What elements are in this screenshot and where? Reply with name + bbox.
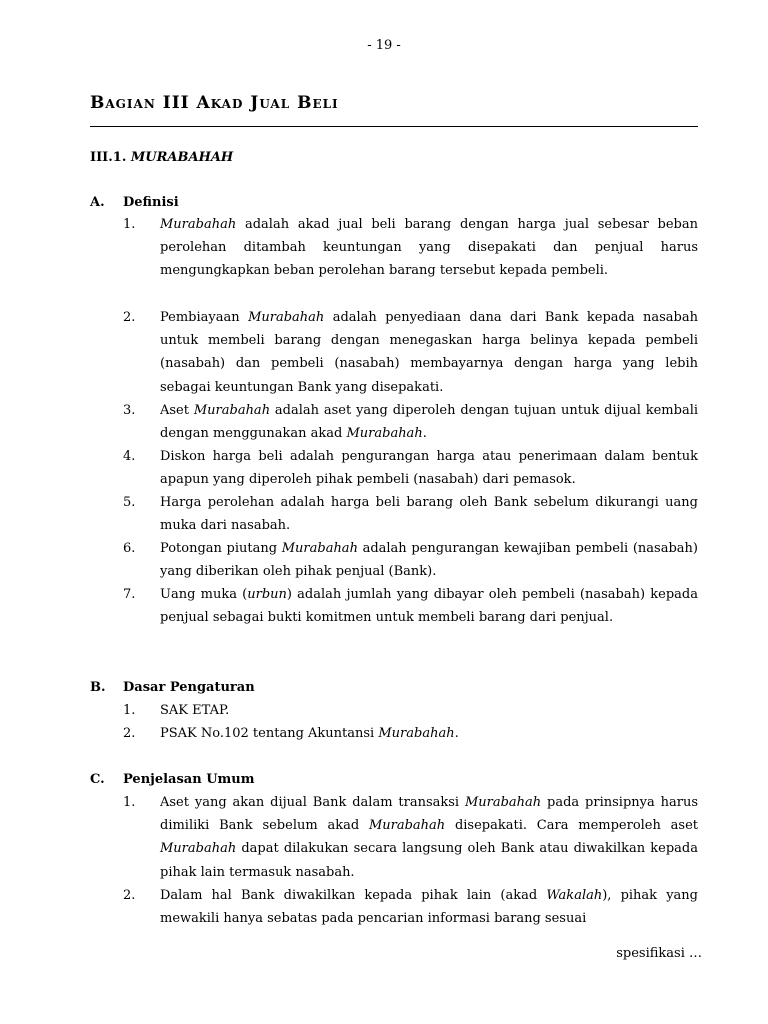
- text-run: Uang muka (: [160, 587, 248, 602]
- section-title: Definisi: [123, 195, 179, 210]
- item-number: 5.: [123, 495, 136, 510]
- item-number: 7.: [123, 587, 136, 602]
- italic-term: Murabahah: [464, 795, 542, 810]
- item-text: [160, 791, 698, 884]
- italic-term: Murabahah: [378, 726, 455, 741]
- list-item: [123, 306, 698, 399]
- text-run: ), pihak yang mewakili hanya sebatas pada pencarian informasi barang sesuai: [160, 888, 698, 927]
- text-run: disepakati. Cara memperoleh aset: [445, 818, 698, 834]
- item-number: 2.: [123, 888, 136, 903]
- item-text: [160, 583, 698, 629]
- text-run: Potongan piutang: [160, 541, 282, 556]
- text-run: SAK ETAP.: [160, 703, 230, 718]
- section-letter: C.: [90, 772, 105, 787]
- page-number: - 19 -: [367, 38, 401, 53]
- item-text: [160, 537, 698, 583]
- text-run: adalah akad jual beli barang dengan harga jual sebesar beban perolehan ditambah keuntungan yang disepakati dan penjual harus mengungkapkan beban perolehan barang tersebut kepada pembeli.: [160, 217, 698, 279]
- list-item: [123, 699, 698, 722]
- text-run: Dalam hal Bank diwakilkan kepada pihak lain (akad: [160, 888, 547, 903]
- section-title: Penjelasan Umum: [123, 772, 255, 787]
- title-divider: [90, 126, 698, 127]
- list-item: [123, 791, 698, 884]
- chapter-title: Bagian III Akad Jual Beli: [90, 93, 339, 113]
- item-number: 2.: [123, 310, 136, 325]
- section-letter: B.: [90, 680, 106, 695]
- italic-term: Murabahah: [248, 310, 325, 325]
- text-run: .: [454, 726, 459, 741]
- subsection-number: III.1.: [90, 150, 127, 165]
- text-run: Diskon harga beli adalah pengurangan harga atau penerimaan dalam bentuk apapun yang diperoleh pihak pembeli (nasabah) dari pemasok.: [160, 449, 698, 488]
- item-text: [160, 213, 698, 283]
- list-item: [123, 445, 698, 491]
- text-run: Aset yang akan dijual Bank dalam transaksi: [160, 795, 465, 810]
- italic-term: Murabahah: [160, 841, 237, 857]
- section-letter: A.: [90, 195, 105, 210]
- item-text: [160, 306, 698, 399]
- item-text: [160, 445, 698, 491]
- section-title: Dasar Pengaturan: [123, 680, 255, 695]
- item-text: [160, 884, 698, 930]
- list-item: [123, 583, 698, 629]
- section-heading-a: [90, 195, 179, 210]
- item-text: [160, 491, 698, 537]
- item-text: [160, 399, 698, 445]
- text-run: dapat dilakukan secara langsung oleh Bank atau diwakilkan kepada pihak lain termasuk nasabah.: [160, 841, 698, 880]
- text-run: adalah aset yang diperoleh dengan tujuan untuk dijual kembali dengan menggunakan akad: [160, 403, 699, 442]
- continuation-catchword: spesifikasi …: [616, 946, 702, 961]
- list-item: [123, 884, 698, 930]
- italic-term: Murabahah: [346, 426, 423, 442]
- item-number: 2.: [123, 726, 136, 741]
- item-number: 6.: [123, 541, 136, 556]
- italic-term: Murabahah: [193, 403, 271, 418]
- italic-term: urbun: [247, 587, 287, 602]
- list-item: [123, 722, 698, 745]
- text-run: .: [422, 426, 427, 442]
- item-text: [160, 722, 698, 745]
- item-number: 3.: [123, 403, 136, 418]
- text-run: ) adalah jumlah yang dibayar oleh pembeli (nasabah) kepada penjual sebagai bukti komitmen untuk membeli barang dari penjual.: [160, 587, 698, 626]
- text-run: PSAK No.102 tentang Akuntansi: [160, 726, 379, 741]
- italic-term: Wakalah: [546, 888, 603, 903]
- list-item: [123, 537, 698, 583]
- text-run: Aset: [160, 403, 194, 418]
- subsection-title: MURABAHAH: [130, 150, 234, 165]
- italic-term: Murabahah: [160, 217, 237, 232]
- list-item: [123, 399, 698, 445]
- list-item: [123, 491, 698, 537]
- item-number: 1.: [123, 795, 136, 810]
- item-number: 1.: [123, 703, 136, 718]
- text-run: pada prinsipnya harus dimiliki Bank sebelum akad: [160, 795, 698, 834]
- section-heading-c: [90, 772, 255, 787]
- italic-term: Murabahah: [368, 818, 446, 834]
- text-run: Pembiayaan: [160, 310, 249, 325]
- text-run: Harga perolehan adalah harga beli barang oleh Bank sebelum dikurangi uang muka dari nasabah.: [160, 495, 698, 534]
- section-heading-b: [90, 680, 255, 695]
- item-number: 4.: [123, 449, 136, 464]
- subsection-heading: [90, 150, 233, 165]
- item-number: 1.: [123, 217, 136, 232]
- text-run: adalah penyediaan dana dari Bank kepada nasabah untuk membeli barang dengan menegaskan harga belinya kepada pembeli (nasabah) dan pembeli (nasabah) membayarnya dengan harga yang lebih sebagai keuntungan Bank yang disepakati.: [160, 310, 698, 395]
- item-text: [160, 699, 698, 722]
- list-item: [123, 213, 698, 283]
- italic-term: Murabahah: [281, 541, 358, 556]
- text-run: adalah pengurangan kewajiban pembeli (nasabah) yang diberikan oleh pihak penjual (Bank).: [160, 541, 698, 580]
